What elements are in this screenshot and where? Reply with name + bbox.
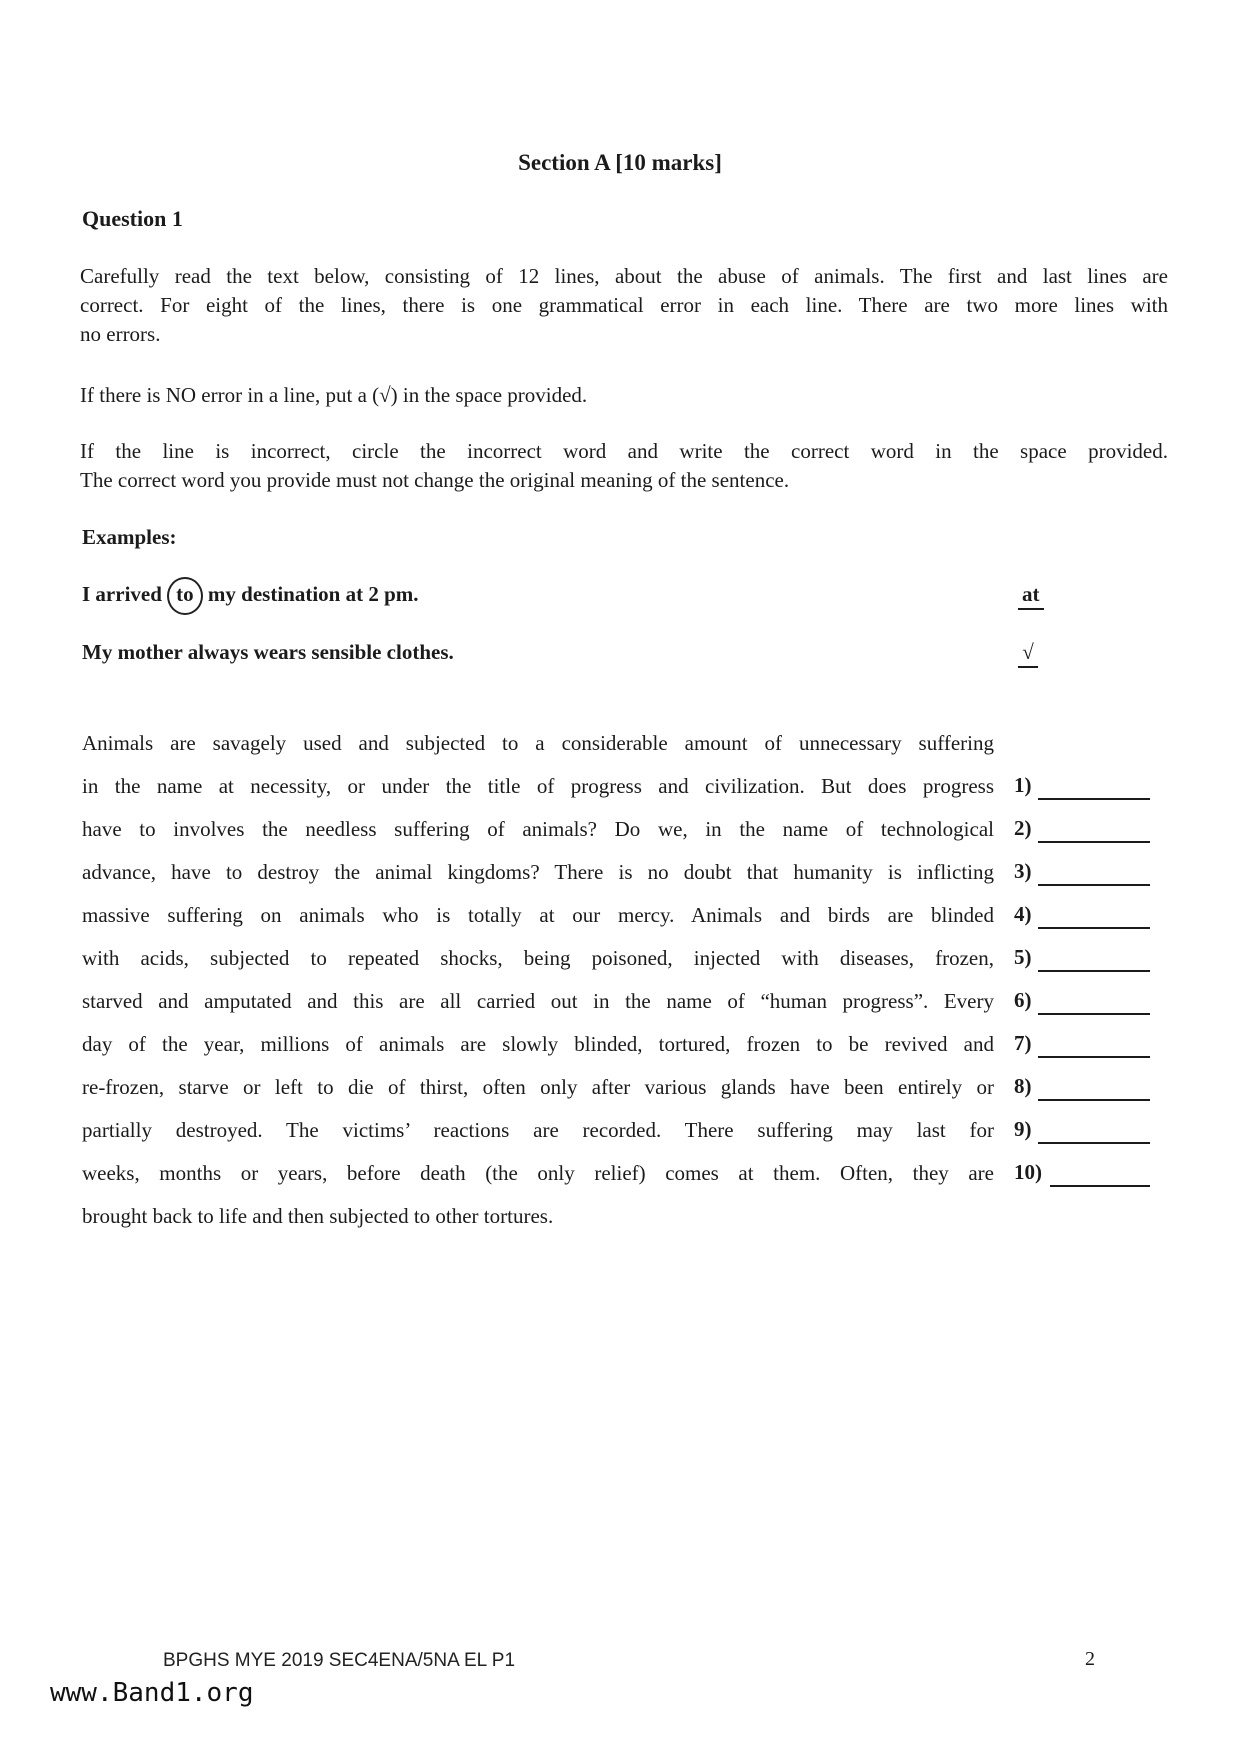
passage-line: partially destroyed. The victims’ reactions are recorded. There suffering may last for — [82, 1118, 994, 1142]
passage-line: massive suffering on animals who is totally at our mercy. Animals and birds are blinded — [82, 903, 994, 927]
intro-line: Carefully read the text below, consisting of 12 lines, about the abuse of animals. The first and last lines are — [80, 264, 1168, 288]
answer-blank-line — [1050, 1185, 1150, 1187]
no-error-instruction: If there is NO error in a line, put a (√) in the space provided. — [80, 383, 588, 407]
passage-line: starved and amputated and this are all carried out in the name of “human progress”. Every — [82, 989, 994, 1013]
answer-blank-5 — [1014, 937, 1150, 980]
answer-blank-line — [1038, 1056, 1150, 1058]
answer-blank-10 — [1014, 1152, 1150, 1195]
example-sentence-1 — [82, 582, 1168, 607]
section-title: Section A [10 marks] — [518, 150, 722, 175]
blank-number: 2) — [1014, 816, 1032, 840]
incorrect-instruction-line: The correct word you provide must not change the original meaning of the sentence. — [80, 468, 790, 492]
blank-number: 3) — [1014, 859, 1032, 883]
example1-circled-word: to — [167, 577, 203, 615]
example2-text: My mother always wears sensible clothes. — [82, 640, 454, 664]
watermark-url: www.Band1.org — [50, 1678, 254, 1708]
passage-line: weeks, months or years, before death (the only relief) comes at them. Often, they are — [82, 1161, 994, 1185]
intro-line: correct. For eight of the lines, there is one grammatical error in each line. There are two more lines with — [80, 293, 1168, 317]
passage-line: have to involves the needless suffering of animals? Do we, in the name of technological — [82, 817, 994, 841]
blank-number: 5) — [1014, 945, 1032, 969]
answer-blank-line — [1038, 798, 1150, 800]
blank-number: 4) — [1014, 902, 1032, 926]
answer-blank-7 — [1014, 1023, 1150, 1066]
passage-line: in the name at necessity, or under the title of progress and civilization. But does progress — [82, 774, 994, 798]
blank-row-spacer — [1014, 722, 1150, 765]
answer-blank-line — [1038, 1099, 1150, 1101]
answer-blank-6 — [1014, 980, 1150, 1023]
incorrect-instruction — [80, 437, 1168, 495]
blank-number: 1) — [1014, 773, 1032, 797]
blank-number: 7) — [1014, 1031, 1032, 1055]
example1-text-after: my destination at 2 pm. — [207, 582, 419, 606]
answer-blanks-column — [1014, 722, 1150, 1238]
blank-row-spacer — [1014, 1195, 1150, 1238]
intro-paragraph — [80, 262, 1168, 349]
answer-blank-9 — [1014, 1109, 1150, 1152]
blank-number: 8) — [1014, 1074, 1032, 1098]
answer-blank-line — [1038, 841, 1150, 843]
answer-blank-line — [1038, 1142, 1150, 1144]
incorrect-instruction-line: If the line is incorrect, circle the incorrect word and write the correct word in the space provided. — [80, 439, 1168, 463]
intro-line: no errors. — [80, 322, 161, 346]
passage-line: re-frozen, starve or left to die of thirst, often only after various glands have been entirely or — [82, 1075, 994, 1099]
footer-page-number: 2 — [1085, 1648, 1095, 1670]
example1-answer: at — [1018, 582, 1044, 610]
passage-line: day of the year, millions of animals are slowly blinded, tortured, frozen to be revived and — [82, 1032, 994, 1056]
answer-blank-4 — [1014, 894, 1150, 937]
example1-text-before: I arrived — [82, 582, 162, 606]
example-sentence-2 — [82, 640, 1168, 665]
answer-blank-3 — [1014, 851, 1150, 894]
answer-blank-line — [1038, 927, 1150, 929]
answer-blank-1 — [1014, 765, 1150, 808]
passage-line: with acids, subjected to repeated shocks, being poisoned, injected with diseases, frozen, — [82, 946, 994, 970]
examples-heading: Examples: — [82, 525, 177, 549]
passage-line: brought back to life and then subjected to other tortures. — [82, 1204, 554, 1228]
answer-blank-line — [1038, 970, 1150, 972]
passage-line: Animals are savagely used and subjected to a considerable amount of unnecessary suffering — [82, 731, 994, 755]
blank-number: 10) — [1014, 1160, 1042, 1184]
passage-line: advance, have to destroy the animal kingdoms? There is no doubt that humanity is inflicting — [82, 860, 994, 884]
answer-blank-line — [1038, 884, 1150, 886]
answer-blank-8 — [1014, 1066, 1150, 1109]
passage-text — [82, 722, 994, 1238]
footer-exam-code: BPGHS MYE 2019 SEC4ENA/5NA EL P1 — [163, 1650, 516, 1671]
question-heading: Question 1 — [82, 206, 183, 231]
answer-blank-line — [1038, 1013, 1150, 1015]
blank-number: 6) — [1014, 988, 1032, 1012]
blank-number: 9) — [1014, 1117, 1032, 1141]
answer-blank-2 — [1014, 808, 1150, 851]
example2-answer: √ — [1018, 640, 1038, 668]
